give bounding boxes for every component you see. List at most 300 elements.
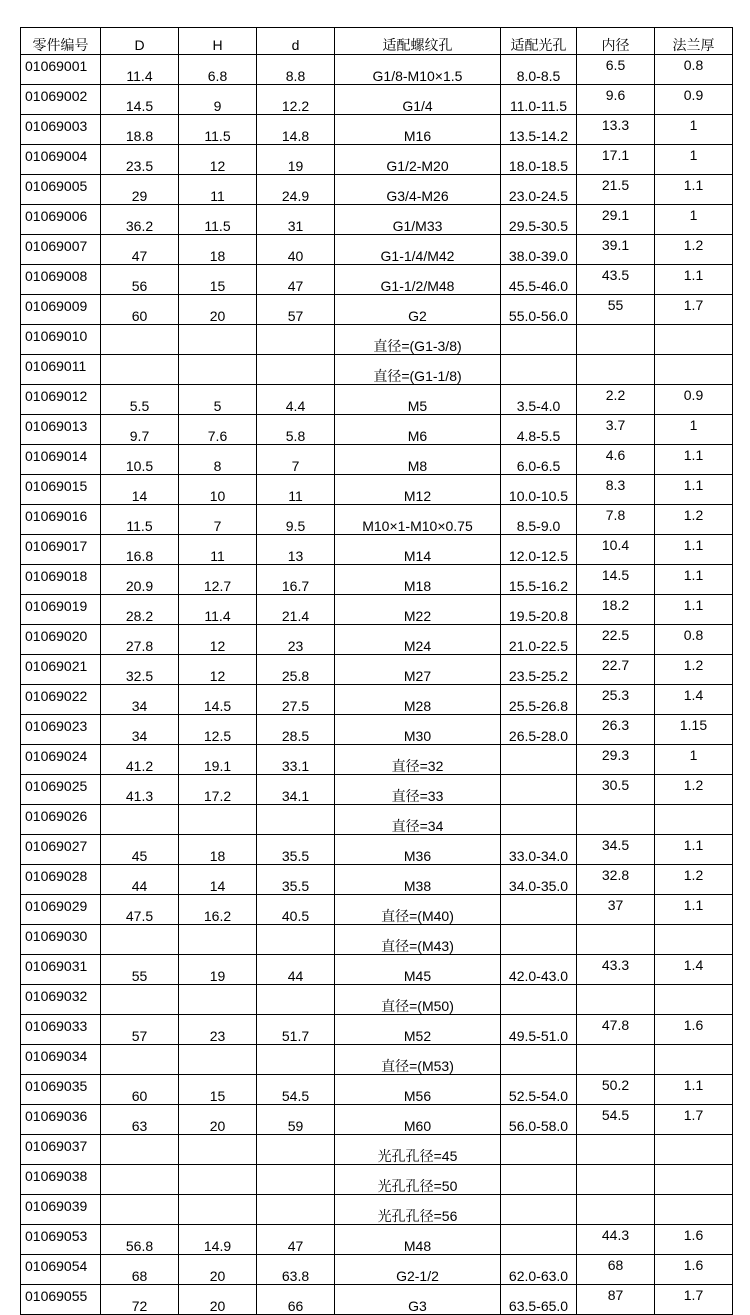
flange-thickness-cell: 0.8 xyxy=(655,625,733,655)
height-cell: 20 xyxy=(179,1255,257,1285)
flange-thickness-cell: 1.7 xyxy=(655,1105,733,1135)
part-number-cell: 01069055 xyxy=(21,1285,101,1315)
height-cell xyxy=(179,925,257,955)
height-cell: 6.8 xyxy=(179,55,257,85)
d-small-cell: 24.9 xyxy=(257,175,335,205)
d-small-cell: 33.1 xyxy=(257,745,335,775)
part-number-cell: 01069017 xyxy=(21,535,101,565)
d-small-cell: 51.7 xyxy=(257,1015,335,1045)
thread-hole-cell: 直径=(G1-1/8) xyxy=(335,355,501,385)
d-outer-cell: 14 xyxy=(101,475,179,505)
clear-hole-cell: 8.5-9.0 xyxy=(501,505,577,535)
flange-thickness-cell: 1.1 xyxy=(655,565,733,595)
height-cell xyxy=(179,1135,257,1165)
inner-diameter-cell: 7.8 xyxy=(577,505,655,535)
flange-thickness-cell xyxy=(655,355,733,385)
clear-hole-cell xyxy=(501,1225,577,1255)
d-small-cell xyxy=(257,325,335,355)
d-small-cell: 44 xyxy=(257,955,335,985)
d-outer-cell: 9.7 xyxy=(101,415,179,445)
height-cell: 20 xyxy=(179,1105,257,1135)
thread-hole-cell: G3/4-M26 xyxy=(335,175,501,205)
flange-thickness-cell xyxy=(655,925,733,955)
thread-hole-cell: 光孔孔径=50 xyxy=(335,1165,501,1195)
table-row xyxy=(21,325,733,355)
clear-hole-cell: 23.5-25.2 xyxy=(501,655,577,685)
flange-thickness-cell: 1.7 xyxy=(655,295,733,325)
thread-hole-cell: M60 xyxy=(335,1105,501,1135)
d-outer-cell xyxy=(101,925,179,955)
height-cell: 10 xyxy=(179,475,257,505)
d-small-cell: 35.5 xyxy=(257,835,335,865)
d-outer-cell: 72 xyxy=(101,1285,179,1315)
d-outer-cell: 32.5 xyxy=(101,655,179,685)
part-number-cell: 01069005 xyxy=(21,175,101,205)
inner-diameter-cell xyxy=(577,1165,655,1195)
height-cell: 14.9 xyxy=(179,1225,257,1255)
flange-thickness-cell: 1 xyxy=(655,145,733,175)
d-outer-cell: 18.8 xyxy=(101,115,179,145)
clear-hole-cell: 8.0-8.5 xyxy=(501,55,577,85)
d-small-cell: 16.7 xyxy=(257,565,335,595)
table-row xyxy=(21,535,733,565)
d-outer-cell xyxy=(101,985,179,1015)
part-number-cell: 01069013 xyxy=(21,415,101,445)
inner-diameter-cell: 34.5 xyxy=(577,835,655,865)
table-row xyxy=(21,1285,733,1315)
height-cell xyxy=(179,1195,257,1225)
inner-diameter-cell: 29.1 xyxy=(577,205,655,235)
d-outer-cell: 60 xyxy=(101,295,179,325)
table-row xyxy=(21,445,733,475)
part-number-cell: 01069011 xyxy=(21,355,101,385)
height-cell: 11.5 xyxy=(179,115,257,145)
d-outer-cell xyxy=(101,355,179,385)
height-cell: 19.1 xyxy=(179,745,257,775)
inner-diameter-cell: 22.7 xyxy=(577,655,655,685)
flange-thickness-cell: 1.1 xyxy=(655,895,733,925)
clear-hole-cell: 33.0-34.0 xyxy=(501,835,577,865)
clear-hole-cell xyxy=(501,925,577,955)
part-number-cell: 01069014 xyxy=(21,445,101,475)
d-small-cell xyxy=(257,1165,335,1195)
inner-diameter-cell xyxy=(577,1045,655,1075)
d-outer-cell: 11.5 xyxy=(101,505,179,535)
inner-diameter-cell: 44.3 xyxy=(577,1225,655,1255)
part-number-cell: 01069026 xyxy=(21,805,101,835)
thread-hole-cell: M30 xyxy=(335,715,501,745)
d-outer-cell: 60 xyxy=(101,1075,179,1105)
inner-diameter-cell: 55 xyxy=(577,295,655,325)
clear-hole-cell xyxy=(501,805,577,835)
flange-thickness-cell: 0.9 xyxy=(655,385,733,415)
inner-diameter-cell: 22.5 xyxy=(577,625,655,655)
thread-hole-cell: 直径=34 xyxy=(335,805,501,835)
height-cell: 18 xyxy=(179,235,257,265)
d-outer-cell: 10.5 xyxy=(101,445,179,475)
thread-hole-cell: 直径=(G1-3/8) xyxy=(335,325,501,355)
d-small-cell: 59 xyxy=(257,1105,335,1135)
flange-thickness-cell: 1.2 xyxy=(655,235,733,265)
thread-hole-cell: M12 xyxy=(335,475,501,505)
thread-hole-cell: M8 xyxy=(335,445,501,475)
clear-hole-cell: 10.0-10.5 xyxy=(501,475,577,505)
height-cell: 11 xyxy=(179,535,257,565)
inner-diameter-cell xyxy=(577,1195,655,1225)
flange-thickness-cell: 1.6 xyxy=(655,1015,733,1045)
part-number-cell: 01069053 xyxy=(21,1225,101,1255)
flange-thickness-cell xyxy=(655,805,733,835)
inner-diameter-cell xyxy=(577,1135,655,1165)
thread-hole-cell: G1/4 xyxy=(335,85,501,115)
part-number-cell: 01069029 xyxy=(21,895,101,925)
thread-hole-cell: 直径=(M43) xyxy=(335,925,501,955)
inner-diameter-cell: 21.5 xyxy=(577,175,655,205)
height-cell: 20 xyxy=(179,1285,257,1315)
part-number-cell: 01069018 xyxy=(21,565,101,595)
table-row xyxy=(21,745,733,775)
table-row xyxy=(21,925,733,955)
flange-thickness-cell: 1.1 xyxy=(655,535,733,565)
d-small-cell xyxy=(257,1135,335,1165)
height-cell: 17.2 xyxy=(179,775,257,805)
thread-hole-cell: G1/M33 xyxy=(335,205,501,235)
d-small-cell: 7 xyxy=(257,445,335,475)
table-row xyxy=(21,655,733,685)
table-row xyxy=(21,625,733,655)
d-small-cell: 25.8 xyxy=(257,655,335,685)
part-number-cell: 01069021 xyxy=(21,655,101,685)
d-small-cell: 8.8 xyxy=(257,55,335,85)
thread-hole-cell: 直径=(M50) xyxy=(335,985,501,1015)
clear-hole-cell: 23.0-24.5 xyxy=(501,175,577,205)
height-cell: 12 xyxy=(179,145,257,175)
d-small-cell: 47 xyxy=(257,265,335,295)
table-row xyxy=(21,1225,733,1255)
table-row xyxy=(21,805,733,835)
inner-diameter-cell xyxy=(577,985,655,1015)
height-cell: 15 xyxy=(179,265,257,295)
height-cell: 12 xyxy=(179,655,257,685)
table-row xyxy=(21,1135,733,1165)
inner-diameter-cell: 10.4 xyxy=(577,535,655,565)
part-number-cell: 01069002 xyxy=(21,85,101,115)
part-number-cell: 01069001 xyxy=(21,55,101,85)
inner-diameter-cell: 39.1 xyxy=(577,235,655,265)
inner-diameter-cell: 68 xyxy=(577,1255,655,1285)
flange-thickness-cell: 0.8 xyxy=(655,55,733,85)
height-cell: 14.5 xyxy=(179,685,257,715)
thread-hole-cell: M24 xyxy=(335,625,501,655)
table-row xyxy=(21,1255,733,1285)
table-row xyxy=(21,1045,733,1075)
inner-diameter-cell: 8.3 xyxy=(577,475,655,505)
d-small-cell: 21.4 xyxy=(257,595,335,625)
clear-hole-cell xyxy=(501,985,577,1015)
d-outer-cell xyxy=(101,1135,179,1165)
inner-diameter-cell: 37 xyxy=(577,895,655,925)
flange-thickness-cell: 1.1 xyxy=(655,265,733,295)
part-number-cell: 01069025 xyxy=(21,775,101,805)
height-cell xyxy=(179,355,257,385)
d-small-cell: 63.8 xyxy=(257,1255,335,1285)
clear-hole-cell: 49.5-51.0 xyxy=(501,1015,577,1045)
flange-thickness-cell: 1.4 xyxy=(655,955,733,985)
height-cell: 23 xyxy=(179,1015,257,1045)
table-row xyxy=(21,205,733,235)
thread-hole-cell: 光孔孔径=56 xyxy=(335,1195,501,1225)
thread-hole-cell: M52 xyxy=(335,1015,501,1045)
d-outer-cell: 45 xyxy=(101,835,179,865)
clear-hole-cell: 11.0-11.5 xyxy=(501,85,577,115)
d-outer-cell xyxy=(101,1165,179,1195)
table-row xyxy=(21,145,733,175)
clear-hole-cell: 62.0-63.0 xyxy=(501,1255,577,1285)
part-number-cell: 01069034 xyxy=(21,1045,101,1075)
d-outer-cell: 34 xyxy=(101,715,179,745)
d-small-cell: 34.1 xyxy=(257,775,335,805)
height-cell: 12.7 xyxy=(179,565,257,595)
d-outer-cell xyxy=(101,1195,179,1225)
part-number-cell: 01069039 xyxy=(21,1195,101,1225)
table-row xyxy=(21,895,733,925)
clear-hole-cell xyxy=(501,1165,577,1195)
thread-hole-cell: M16 xyxy=(335,115,501,145)
inner-diameter-cell: 30.5 xyxy=(577,775,655,805)
part-number-cell: 01069003 xyxy=(21,115,101,145)
thread-hole-cell: G2 xyxy=(335,295,501,325)
part-number-cell: 01069006 xyxy=(21,205,101,235)
d-small-cell xyxy=(257,805,335,835)
flange-thickness-cell: 1.2 xyxy=(655,505,733,535)
d-small-cell xyxy=(257,925,335,955)
table-row xyxy=(21,715,733,745)
d-small-cell: 66 xyxy=(257,1285,335,1315)
thread-hole-cell: M45 xyxy=(335,955,501,985)
table-row xyxy=(21,265,733,295)
d-small-cell xyxy=(257,1045,335,1075)
d-small-cell: 31 xyxy=(257,205,335,235)
flange-thickness-cell xyxy=(655,1165,733,1195)
table-row xyxy=(21,295,733,325)
inner-diameter-cell: 50.2 xyxy=(577,1075,655,1105)
inner-diameter-cell xyxy=(577,355,655,385)
clear-hole-cell: 12.0-12.5 xyxy=(501,535,577,565)
clear-hole-cell: 21.0-22.5 xyxy=(501,625,577,655)
clear-hole-cell: 38.0-39.0 xyxy=(501,235,577,265)
d-outer-cell: 56 xyxy=(101,265,179,295)
table-row xyxy=(21,1165,733,1195)
height-cell: 11.5 xyxy=(179,205,257,235)
inner-diameter-cell: 54.5 xyxy=(577,1105,655,1135)
thread-hole-cell: M36 xyxy=(335,835,501,865)
flange-thickness-cell: 1.6 xyxy=(655,1225,733,1255)
inner-diameter-cell: 43.5 xyxy=(577,265,655,295)
inner-diameter-cell: 18.2 xyxy=(577,595,655,625)
table-row xyxy=(21,565,733,595)
thread-hole-cell: 直径=(M40) xyxy=(335,895,501,925)
d-outer-cell: 34 xyxy=(101,685,179,715)
d-outer-cell: 28.2 xyxy=(101,595,179,625)
header-row xyxy=(21,28,733,55)
thread-hole-cell: G3 xyxy=(335,1285,501,1315)
d-small-cell: 4.4 xyxy=(257,385,335,415)
header-height: H xyxy=(179,28,257,55)
d-outer-cell: 68 xyxy=(101,1255,179,1285)
flange-thickness-cell: 1.1 xyxy=(655,595,733,625)
part-number-cell: 01069016 xyxy=(21,505,101,535)
height-cell xyxy=(179,805,257,835)
clear-hole-cell: 34.0-35.0 xyxy=(501,865,577,895)
clear-hole-cell: 45.5-46.0 xyxy=(501,265,577,295)
table-body xyxy=(21,55,733,1315)
clear-hole-cell: 4.8-5.5 xyxy=(501,415,577,445)
d-outer-cell: 14.5 xyxy=(101,85,179,115)
part-number-cell: 01069027 xyxy=(21,835,101,865)
inner-diameter-cell: 14.5 xyxy=(577,565,655,595)
clear-hole-cell xyxy=(501,895,577,925)
height-cell xyxy=(179,325,257,355)
clear-hole-cell xyxy=(501,745,577,775)
clear-hole-cell xyxy=(501,1045,577,1075)
inner-diameter-cell: 17.1 xyxy=(577,145,655,175)
inner-diameter-cell: 87 xyxy=(577,1285,655,1315)
inner-diameter-cell xyxy=(577,805,655,835)
flange-thickness-cell: 1.7 xyxy=(655,1285,733,1315)
height-cell: 15 xyxy=(179,1075,257,1105)
part-number-cell: 01069033 xyxy=(21,1015,101,1045)
flange-thickness-cell xyxy=(655,985,733,1015)
part-number-cell: 01069023 xyxy=(21,715,101,745)
thread-hole-cell: 直径=32 xyxy=(335,745,501,775)
height-cell: 11.4 xyxy=(179,595,257,625)
part-number-cell: 01069028 xyxy=(21,865,101,895)
d-small-cell: 35.5 xyxy=(257,865,335,895)
clear-hole-cell xyxy=(501,1195,577,1225)
d-outer-cell: 29 xyxy=(101,175,179,205)
inner-diameter-cell: 29.3 xyxy=(577,745,655,775)
thread-hole-cell: 光孔孔径=45 xyxy=(335,1135,501,1165)
clear-hole-cell: 3.5-4.0 xyxy=(501,385,577,415)
part-number-cell: 01069022 xyxy=(21,685,101,715)
part-number-cell: 01069038 xyxy=(21,1165,101,1195)
thread-hole-cell: G1-1/4/M42 xyxy=(335,235,501,265)
table-row xyxy=(21,55,733,85)
d-outer-cell: 11.4 xyxy=(101,55,179,85)
d-small-cell: 12.2 xyxy=(257,85,335,115)
d-outer-cell: 56.8 xyxy=(101,1225,179,1255)
d-small-cell xyxy=(257,1195,335,1225)
thread-hole-cell: 直径=33 xyxy=(335,775,501,805)
part-number-cell: 01069007 xyxy=(21,235,101,265)
clear-hole-cell xyxy=(501,1135,577,1165)
table-row xyxy=(21,1015,733,1045)
thread-hole-cell: M48 xyxy=(335,1225,501,1255)
d-outer-cell xyxy=(101,1045,179,1075)
flange-thickness-cell: 1 xyxy=(655,745,733,775)
thread-hole-cell: M5 xyxy=(335,385,501,415)
d-small-cell: 5.8 xyxy=(257,415,335,445)
part-number-cell: 01069035 xyxy=(21,1075,101,1105)
d-outer-cell: 20.9 xyxy=(101,565,179,595)
thread-hole-cell: M22 xyxy=(335,595,501,625)
d-outer-cell: 5.5 xyxy=(101,385,179,415)
d-small-cell: 54.5 xyxy=(257,1075,335,1105)
table-row xyxy=(21,175,733,205)
parts-spec-table xyxy=(20,27,733,1315)
flange-thickness-cell: 1.15 xyxy=(655,715,733,745)
thread-hole-cell: M27 xyxy=(335,655,501,685)
thread-hole-cell: G1/2-M20 xyxy=(335,145,501,175)
clear-hole-cell: 52.5-54.0 xyxy=(501,1075,577,1105)
table-row xyxy=(21,685,733,715)
flange-thickness-cell: 1.2 xyxy=(655,865,733,895)
table-row xyxy=(21,955,733,985)
flange-thickness-cell: 1.1 xyxy=(655,475,733,505)
flange-thickness-cell xyxy=(655,1045,733,1075)
thread-hole-cell: M28 xyxy=(335,685,501,715)
clear-hole-cell: 13.5-14.2 xyxy=(501,115,577,145)
table-row xyxy=(21,235,733,265)
inner-diameter-cell: 47.8 xyxy=(577,1015,655,1045)
d-small-cell: 11 xyxy=(257,475,335,505)
flange-thickness-cell: 1.2 xyxy=(655,775,733,805)
flange-thickness-cell: 1.4 xyxy=(655,685,733,715)
table-row xyxy=(21,985,733,1015)
table-row xyxy=(21,595,733,625)
table-row xyxy=(21,505,733,535)
header-d-small: d xyxy=(257,28,335,55)
flange-thickness-cell xyxy=(655,325,733,355)
d-outer-cell: 27.8 xyxy=(101,625,179,655)
d-outer-cell xyxy=(101,325,179,355)
clear-hole-cell: 26.5-28.0 xyxy=(501,715,577,745)
d-outer-cell: 41.2 xyxy=(101,745,179,775)
height-cell: 8 xyxy=(179,445,257,475)
flange-thickness-cell: 1.1 xyxy=(655,1075,733,1105)
d-small-cell: 28.5 xyxy=(257,715,335,745)
table-row xyxy=(21,415,733,445)
part-number-cell: 01069032 xyxy=(21,985,101,1015)
part-number-cell: 01069054 xyxy=(21,1255,101,1285)
flange-thickness-cell: 1 xyxy=(655,115,733,145)
d-outer-cell: 44 xyxy=(101,865,179,895)
clear-hole-cell: 55.0-56.0 xyxy=(501,295,577,325)
header-part-number: 零件编号 xyxy=(21,28,101,55)
inner-diameter-cell: 4.6 xyxy=(577,445,655,475)
d-small-cell: 13 xyxy=(257,535,335,565)
d-small-cell: 23 xyxy=(257,625,335,655)
table-row xyxy=(21,475,733,505)
inner-diameter-cell: 26.3 xyxy=(577,715,655,745)
d-outer-cell: 47.5 xyxy=(101,895,179,925)
table-row xyxy=(21,385,733,415)
part-number-cell: 01069012 xyxy=(21,385,101,415)
clear-hole-cell: 63.5-65.0 xyxy=(501,1285,577,1315)
flange-thickness-cell: 1.6 xyxy=(655,1255,733,1285)
height-cell: 7.6 xyxy=(179,415,257,445)
clear-hole-cell: 18.0-18.5 xyxy=(501,145,577,175)
inner-diameter-cell: 6.5 xyxy=(577,55,655,85)
part-number-cell: 01069036 xyxy=(21,1105,101,1135)
flange-thickness-cell: 1.2 xyxy=(655,655,733,685)
flange-thickness-cell: 1.1 xyxy=(655,445,733,475)
d-small-cell: 19 xyxy=(257,145,335,175)
header-inner-diameter: 内径 xyxy=(577,28,655,55)
part-number-cell: 01069037 xyxy=(21,1135,101,1165)
flange-thickness-cell xyxy=(655,1135,733,1165)
table-row xyxy=(21,1105,733,1135)
